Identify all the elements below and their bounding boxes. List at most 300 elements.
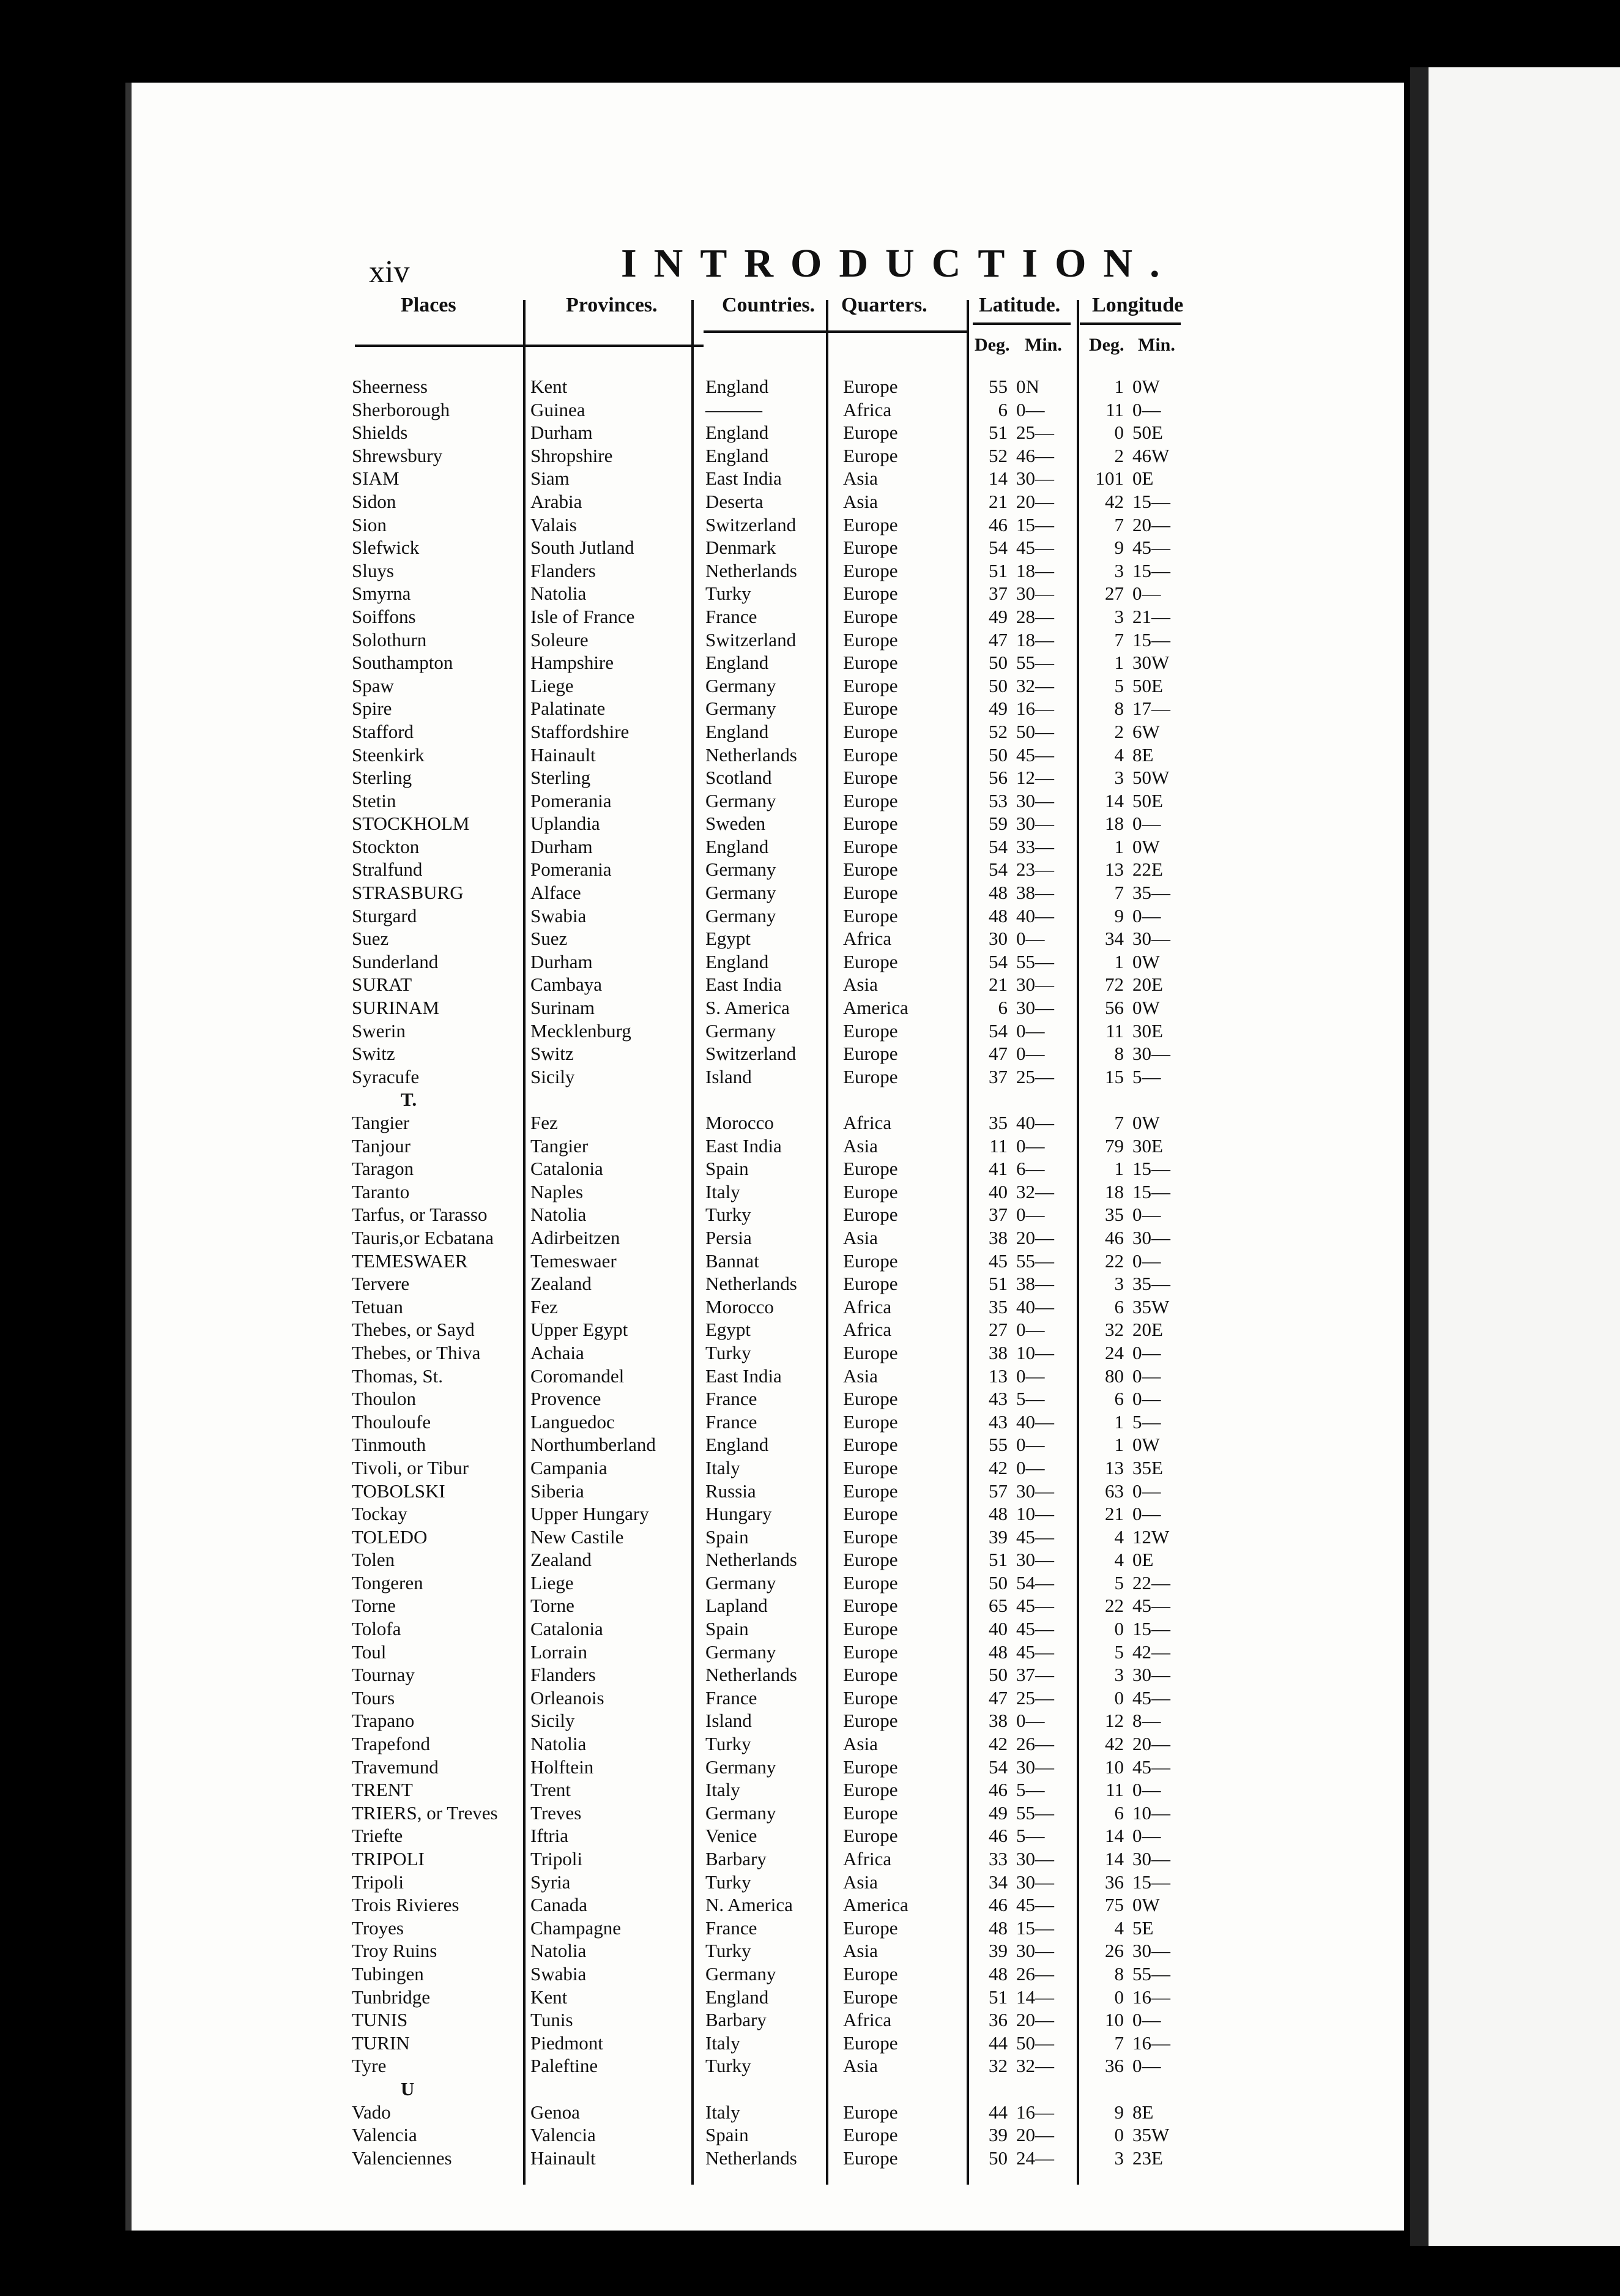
latitude-minutes: 15—: [1016, 1917, 1054, 1939]
latitude-degrees: 47: [989, 1043, 1008, 1065]
latitude-degrees: 57: [989, 1480, 1008, 1502]
quarter-name: Europe: [843, 1019, 898, 1042]
longitude-degrees: 13: [1105, 859, 1124, 881]
country-name: Germany: [705, 674, 776, 696]
latitude-minutes: 0—: [1016, 1434, 1045, 1456]
quarter-name: Africa: [843, 1319, 892, 1341]
table-row: [132, 1802, 1404, 1825]
longitude-minutes: 0W: [1132, 1434, 1160, 1456]
table-row: [132, 1180, 1404, 1204]
longitude-degrees: 12: [1105, 1710, 1124, 1732]
latitude-minutes: 23—: [1016, 859, 1054, 881]
longitude-minutes: 50E: [1132, 789, 1163, 811]
table-row: [132, 835, 1404, 859]
longitude-degrees: 14: [1105, 789, 1124, 811]
latitude-degrees: 11: [989, 1135, 1008, 1157]
column-header-longitude: Longitude: [1092, 294, 1184, 316]
latitude-degrees: 40: [989, 1618, 1008, 1640]
quarter-name: Africa: [843, 1848, 892, 1869]
longitude-degrees: 34: [1105, 928, 1124, 950]
province-name: Surinam: [530, 997, 595, 1019]
province-name: Upper Hungary: [530, 1503, 649, 1525]
latitude-minutes: 0—: [1016, 1019, 1045, 1042]
longitude-degrees: 10: [1105, 2009, 1124, 2031]
latitude-minutes: 30—: [1016, 1549, 1054, 1571]
latitude-minutes: 14—: [1016, 1986, 1054, 2008]
country-name: England: [705, 1986, 769, 2008]
quarter-name: Europe: [843, 1388, 898, 1410]
latitude-degrees: 48: [989, 882, 1008, 904]
table-row: [132, 444, 1404, 468]
place-name: SURAT: [352, 974, 412, 996]
longitude-minutes: 30—: [1132, 1043, 1170, 1065]
quarter-name: Europe: [843, 1779, 898, 1801]
country-name: Italy: [705, 2032, 740, 2054]
province-name: Shropshire: [530, 444, 613, 466]
longitude-minutes: 15—: [1132, 1180, 1170, 1202]
place-name: Swerin: [352, 1019, 406, 1042]
country-name: Germany: [705, 882, 776, 904]
latitude-minutes: 20—: [1016, 490, 1054, 512]
latitude-minutes: 0—: [1016, 398, 1045, 420]
longitude-degrees: 11: [1105, 1019, 1124, 1042]
place-name: Sidon: [352, 490, 396, 512]
province-name: Torne: [530, 1595, 574, 1617]
longitude-minutes: 5—: [1132, 1411, 1161, 1433]
longitude-degrees: 4: [1114, 1526, 1124, 1548]
quarter-name: Europe: [843, 1595, 898, 1617]
province-name: Orleanois: [530, 1687, 604, 1709]
quarter-name: Europe: [843, 1687, 898, 1709]
province-name: Zealand: [530, 1273, 592, 1295]
province-name: Natolia: [530, 583, 587, 605]
country-name: England: [705, 950, 769, 972]
longitude-degrees: 35: [1105, 1204, 1124, 1226]
province-name: Syria: [530, 1871, 571, 1893]
province-name: Natolia: [530, 1940, 587, 1962]
table-row: [132, 1893, 1404, 1917]
country-name: Hungary: [705, 1503, 772, 1525]
longitude-minutes: 20E: [1132, 1319, 1163, 1341]
latitude-degrees: 46: [989, 513, 1008, 535]
latitude-degrees: 35: [989, 1112, 1008, 1133]
longitude-minutes: 0—: [1132, 1365, 1161, 1387]
place-name: Tunbridge: [352, 1986, 431, 2008]
place-name: Travemund: [352, 1756, 439, 1778]
longitude-degrees: 4: [1114, 744, 1124, 766]
latitude-degrees: 36: [989, 2009, 1008, 2031]
table-row: [132, 766, 1404, 789]
latitude-degrees: 6: [998, 997, 1008, 1019]
country-name: England: [705, 422, 769, 444]
place-name: Valencia: [352, 2124, 417, 2146]
longitude-degrees: 56: [1105, 997, 1124, 1019]
province-name: Treves: [530, 1802, 582, 1824]
latitude-minutes: 5—: [1016, 1825, 1045, 1847]
latitude-minutes: 45—: [1016, 537, 1054, 559]
page-number: xiv: [369, 255, 410, 289]
quarter-name: Europe: [843, 1571, 898, 1593]
province-name: Natolia: [530, 1733, 587, 1755]
table-row: [132, 1641, 1404, 1664]
longitude-minutes: 20—: [1132, 1733, 1170, 1755]
table-row: [132, 1157, 1404, 1180]
longitude-degrees: 18: [1105, 813, 1124, 835]
longitude-minutes: 30—: [1132, 1664, 1170, 1686]
section-letter: [132, 2078, 1404, 2101]
latitude-degrees: 46: [989, 1825, 1008, 1847]
place-name: Tubingen: [352, 1962, 424, 1985]
country-name: Turky: [705, 1871, 751, 1893]
place-name: Tinmouth: [352, 1434, 426, 1456]
country-name: Spain: [705, 1618, 749, 1640]
latitude-minutes: 38—: [1016, 1273, 1054, 1295]
longitude-degrees: 101: [1095, 468, 1124, 490]
latitude-degrees: 54: [989, 537, 1008, 559]
table-row: [132, 1042, 1404, 1065]
country-name: Barbary: [705, 1848, 767, 1869]
table-row: [132, 1663, 1404, 1687]
province-name: Languedoc: [530, 1411, 615, 1433]
province-name: Siberia: [530, 1480, 584, 1502]
country-name: France: [705, 1388, 757, 1410]
country-name: Germany: [705, 1802, 776, 1824]
province-name: Palatinate: [530, 698, 606, 720]
quarter-name: Europe: [843, 1043, 898, 1065]
country-name: France: [705, 1687, 757, 1709]
place-name: Tournay: [352, 1664, 415, 1686]
table-row: [132, 1502, 1404, 1526]
quarter-name: Europe: [843, 789, 898, 811]
longitude-degrees: 36: [1105, 1871, 1124, 1893]
longitude-degrees: 32: [1105, 1319, 1124, 1341]
quarter-name: Europe: [843, 2124, 898, 2146]
country-name: Spain: [705, 1158, 749, 1180]
quarter-name: Asia: [843, 468, 878, 490]
latitude-degrees: 39: [989, 2124, 1008, 2146]
longitude-degrees: 8: [1114, 1962, 1124, 1985]
longitude-minutes: 16—: [1132, 1986, 1170, 2008]
longitude-degrees: 21: [1105, 1503, 1124, 1525]
latitude-minutes: 16—: [1016, 698, 1054, 720]
latitude-minutes: 0—: [1016, 1135, 1045, 1157]
longitude-minutes: 0W: [1132, 950, 1160, 972]
place-name: Suez: [352, 928, 389, 950]
latitude-degrees: 43: [989, 1411, 1008, 1433]
country-name: England: [705, 720, 769, 742]
country-name: Germany: [705, 904, 776, 926]
longitude-degrees: 8: [1114, 698, 1124, 720]
latitude-degrees: 42: [989, 1456, 1008, 1478]
place-name: Sunderland: [352, 950, 439, 972]
latitude-degrees: 30: [989, 928, 1008, 950]
place-name: Smyrna: [352, 583, 411, 605]
longitude-minutes: 30W: [1132, 652, 1170, 674]
province-name: Provence: [530, 1388, 601, 1410]
latitude-minutes: 10—: [1016, 1341, 1054, 1363]
place-name: TEMESWAER: [352, 1250, 468, 1272]
latitude-minutes: 25—: [1016, 1065, 1054, 1087]
longitude-minutes: 0W: [1132, 997, 1160, 1019]
latitude-minutes: 30—: [1016, 468, 1054, 490]
longitude-degrees-label: Deg.: [1089, 335, 1124, 355]
quarter-name: Europe: [843, 1411, 898, 1433]
country-name: Netherlands: [705, 1273, 797, 1295]
place-name: Taragon: [352, 1158, 414, 1180]
place-name: Sluys: [352, 559, 394, 581]
country-name: Germany: [705, 1962, 776, 1985]
table-row: [132, 1365, 1404, 1388]
table-row: [132, 1687, 1404, 1710]
quarter-name: Africa: [843, 1295, 892, 1318]
place-name: TURIN: [352, 2032, 410, 2054]
latitude-minutes: 40—: [1016, 904, 1054, 926]
longitude-minutes: 0—: [1132, 813, 1161, 835]
longitude-degrees: 18: [1105, 1180, 1124, 1202]
place-name: Switz: [352, 1043, 395, 1065]
quarter-name: Europe: [843, 882, 898, 904]
table-row: [132, 490, 1404, 513]
province-name: Catalonia: [530, 1618, 603, 1640]
latitude-degrees: 39: [989, 1940, 1008, 1962]
latitude-minutes: 0—: [1016, 1365, 1045, 1387]
quarter-name: Asia: [843, 1135, 878, 1157]
latitude-degrees: 33: [989, 1848, 1008, 1869]
latitude-degrees: 37: [989, 583, 1008, 605]
longitude-minutes: 22E: [1132, 859, 1163, 881]
table-row: [132, 1295, 1404, 1319]
longitude-minutes: 0—: [1132, 1204, 1161, 1226]
table-row: [132, 467, 1404, 490]
province-name: South Jutland: [530, 537, 634, 559]
table-row: [132, 1111, 1404, 1135]
latitude-minutes: 32—: [1016, 2055, 1054, 2077]
country-name: N. America: [705, 1894, 793, 1916]
province-name: Lorrain: [530, 1641, 587, 1663]
province-name: Northumberland: [530, 1434, 656, 1456]
latitude-minutes: 30—: [1016, 1871, 1054, 1893]
quarter-name: Europe: [843, 376, 898, 397]
latitude-minutes: 16—: [1016, 2101, 1054, 2123]
longitude-minutes: 0E: [1132, 1549, 1154, 1571]
longitude-minutes: 35W: [1132, 2124, 1170, 2146]
country-name: England: [705, 835, 769, 857]
place-name: Shields: [352, 422, 408, 444]
gazetteer-table: [132, 375, 1404, 2169]
longitude-degrees: 1: [1114, 1434, 1124, 1456]
quarter-name: Europe: [843, 950, 898, 972]
place-name: Trois Rivieres: [352, 1894, 459, 1916]
quarter-name: Asia: [843, 2055, 878, 2077]
latitude-minutes: 45—: [1016, 1894, 1054, 1916]
longitude-degrees: 11: [1105, 398, 1124, 420]
latitude-minutes: 40—: [1016, 1112, 1054, 1133]
table-row: [132, 744, 1404, 767]
longitude-degrees: 1: [1114, 376, 1124, 397]
longitude-minutes: 50E: [1132, 422, 1163, 444]
place-name: Tolofa: [352, 1618, 401, 1640]
place-name: Sheerness: [352, 376, 428, 397]
quarter-name: Europe: [843, 720, 898, 742]
province-name: Guinea: [530, 398, 585, 420]
table-row: [132, 789, 1404, 813]
longitude-degrees: 1: [1114, 652, 1124, 674]
quarter-name: Europe: [843, 1065, 898, 1087]
province-name: Kent: [530, 376, 568, 397]
quarter-name: Europe: [843, 744, 898, 766]
province-name: Naples: [530, 1180, 584, 1202]
latitude-minutes: 46—: [1016, 444, 1054, 466]
place-name: Tervere: [352, 1273, 410, 1295]
place-name: Tongeren: [352, 1571, 423, 1593]
place-name: Taranto: [352, 1180, 410, 1202]
quarter-name: Europe: [843, 813, 898, 835]
latitude-minutes: 55—: [1016, 652, 1054, 674]
place-name: SIAM: [352, 468, 399, 490]
country-name: Island: [705, 1710, 752, 1732]
table-row: [132, 2008, 1404, 2032]
longitude-minutes: 46W: [1132, 444, 1170, 466]
place-name: Tauris,or Ecbatana: [352, 1226, 494, 1248]
table-row: [132, 1939, 1404, 1962]
table-row: [132, 1318, 1404, 1341]
quarter-name: Africa: [843, 1112, 892, 1133]
country-name: Barbary: [705, 2009, 767, 2031]
place-name: Thouloufe: [352, 1411, 431, 1433]
country-name: France: [705, 1411, 757, 1433]
place-name: Spaw: [352, 674, 394, 696]
quarter-name: Europe: [843, 1710, 898, 1732]
table-row: [132, 1203, 1404, 1226]
longitude-degrees: 5: [1114, 674, 1124, 696]
longitude-minutes: 15—: [1132, 628, 1170, 650]
province-name: Natolia: [530, 1204, 587, 1226]
latitude-degrees: 35: [989, 1295, 1008, 1318]
country-name: East India: [705, 1365, 782, 1387]
longitude-degrees: 9: [1114, 2101, 1124, 2123]
latitude-degrees: 52: [989, 720, 1008, 742]
latitude-minutes: 25—: [1016, 1687, 1054, 1709]
column-header-provinces: Provinces.: [566, 294, 658, 316]
latitude-degrees: 50: [989, 1664, 1008, 1686]
table-row: [132, 1456, 1404, 1480]
latitude-degrees: 51: [989, 559, 1008, 581]
table-row: [132, 2123, 1404, 2147]
latitude-minutes: 32—: [1016, 674, 1054, 696]
country-name: Deserta: [705, 490, 764, 512]
quarter-name: Europe: [843, 1618, 898, 1640]
place-name: Tours: [352, 1687, 395, 1709]
table-row: [132, 398, 1404, 422]
longitude-minutes: 16—: [1132, 2032, 1170, 2054]
country-name: Spain: [705, 1526, 749, 1548]
latitude-minutes: 54—: [1016, 1571, 1054, 1593]
longitude-degrees: 26: [1105, 1940, 1124, 1962]
latitude-minutes: 20—: [1016, 1226, 1054, 1248]
quarter-name: Europe: [843, 422, 898, 444]
longitude-minutes: 35W: [1132, 1295, 1170, 1318]
longitude-degrees: 1: [1114, 1158, 1124, 1180]
latitude-degrees: 38: [989, 1226, 1008, 1248]
place-name: Triefte: [352, 1825, 403, 1847]
longitude-minutes: 30—: [1132, 1940, 1170, 1962]
latitude-degrees: 59: [989, 813, 1008, 835]
province-name: Fez: [530, 1112, 558, 1133]
longitude-degrees: 27: [1105, 583, 1124, 605]
country-name: Scotland: [705, 767, 772, 789]
latitude-minutes: 55—: [1016, 950, 1054, 972]
latitude-degrees: 54: [989, 1756, 1008, 1778]
table-row: [132, 1226, 1404, 1250]
latitude-degrees: 27: [989, 1319, 1008, 1341]
place-name: Tangier: [352, 1112, 410, 1133]
longitude-degrees: 7: [1114, 1112, 1124, 1133]
province-name: Fez: [530, 1295, 558, 1318]
longitude-degrees: 10: [1105, 1756, 1124, 1778]
latitude-degrees: 48: [989, 1503, 1008, 1525]
longitude-degrees: 0: [1114, 422, 1124, 444]
table-row: [132, 1526, 1404, 1549]
quarter-name: Europe: [843, 2032, 898, 2054]
latitude-minutes: 20—: [1016, 2009, 1054, 2031]
latitude-minutes: 28—: [1016, 605, 1054, 627]
place-name: Tripoli: [352, 1871, 404, 1893]
latitude-minutes: 0—: [1016, 1204, 1045, 1226]
longitude-minutes: 35E: [1132, 1456, 1163, 1478]
place-name: TOLEDO: [352, 1526, 428, 1548]
table-row: [132, 559, 1404, 583]
province-name: Catalonia: [530, 1158, 603, 1180]
province-name: Soleure: [530, 628, 589, 650]
country-name: East India: [705, 468, 782, 490]
country-name: Turky: [705, 2055, 751, 2077]
country-name: Italy: [705, 2101, 740, 2123]
country-name: Turky: [705, 1341, 751, 1363]
longitude-minutes: 0—: [1132, 2009, 1161, 2031]
table-row: [132, 651, 1404, 674]
province-name: Durham: [530, 950, 593, 972]
quarter-name: Europe: [843, 2147, 898, 2169]
quarter-name: Europe: [843, 1180, 898, 1202]
column-header-countries: Countries.: [722, 294, 816, 316]
longitude-minutes: 0—: [1132, 583, 1161, 605]
latitude-degrees: 54: [989, 835, 1008, 857]
place-name: Sturgard: [352, 904, 417, 926]
latitude-minutes: 0—: [1016, 1710, 1045, 1732]
country-name: Persia: [705, 1226, 752, 1248]
table-row: [132, 1617, 1404, 1641]
latitude-degrees: 53: [989, 789, 1008, 811]
latitude-degrees: 6: [998, 398, 1008, 420]
latitude-minutes: 30—: [1016, 789, 1054, 811]
quarter-name: Europe: [843, 2101, 898, 2123]
quarter-name: Europe: [843, 698, 898, 720]
province-name: Valais: [530, 513, 577, 535]
country-name: Switzerland: [705, 1043, 797, 1065]
place-name: Troyes: [352, 1917, 404, 1939]
province-name: Switz: [530, 1043, 574, 1065]
longitude-degrees: 3: [1114, 1273, 1124, 1295]
country-name: Germany: [705, 789, 776, 811]
province-name: Siam: [530, 468, 570, 490]
table-row: [132, 1135, 1404, 1158]
longitude-degrees: 1: [1114, 1411, 1124, 1433]
province-name: Arabia: [530, 490, 582, 512]
place-name: Tyre: [352, 2055, 387, 2077]
longitude-minutes: 45—: [1132, 1756, 1170, 1778]
province-name: Kent: [530, 1986, 568, 2008]
latitude-degrees: 42: [989, 1733, 1008, 1755]
